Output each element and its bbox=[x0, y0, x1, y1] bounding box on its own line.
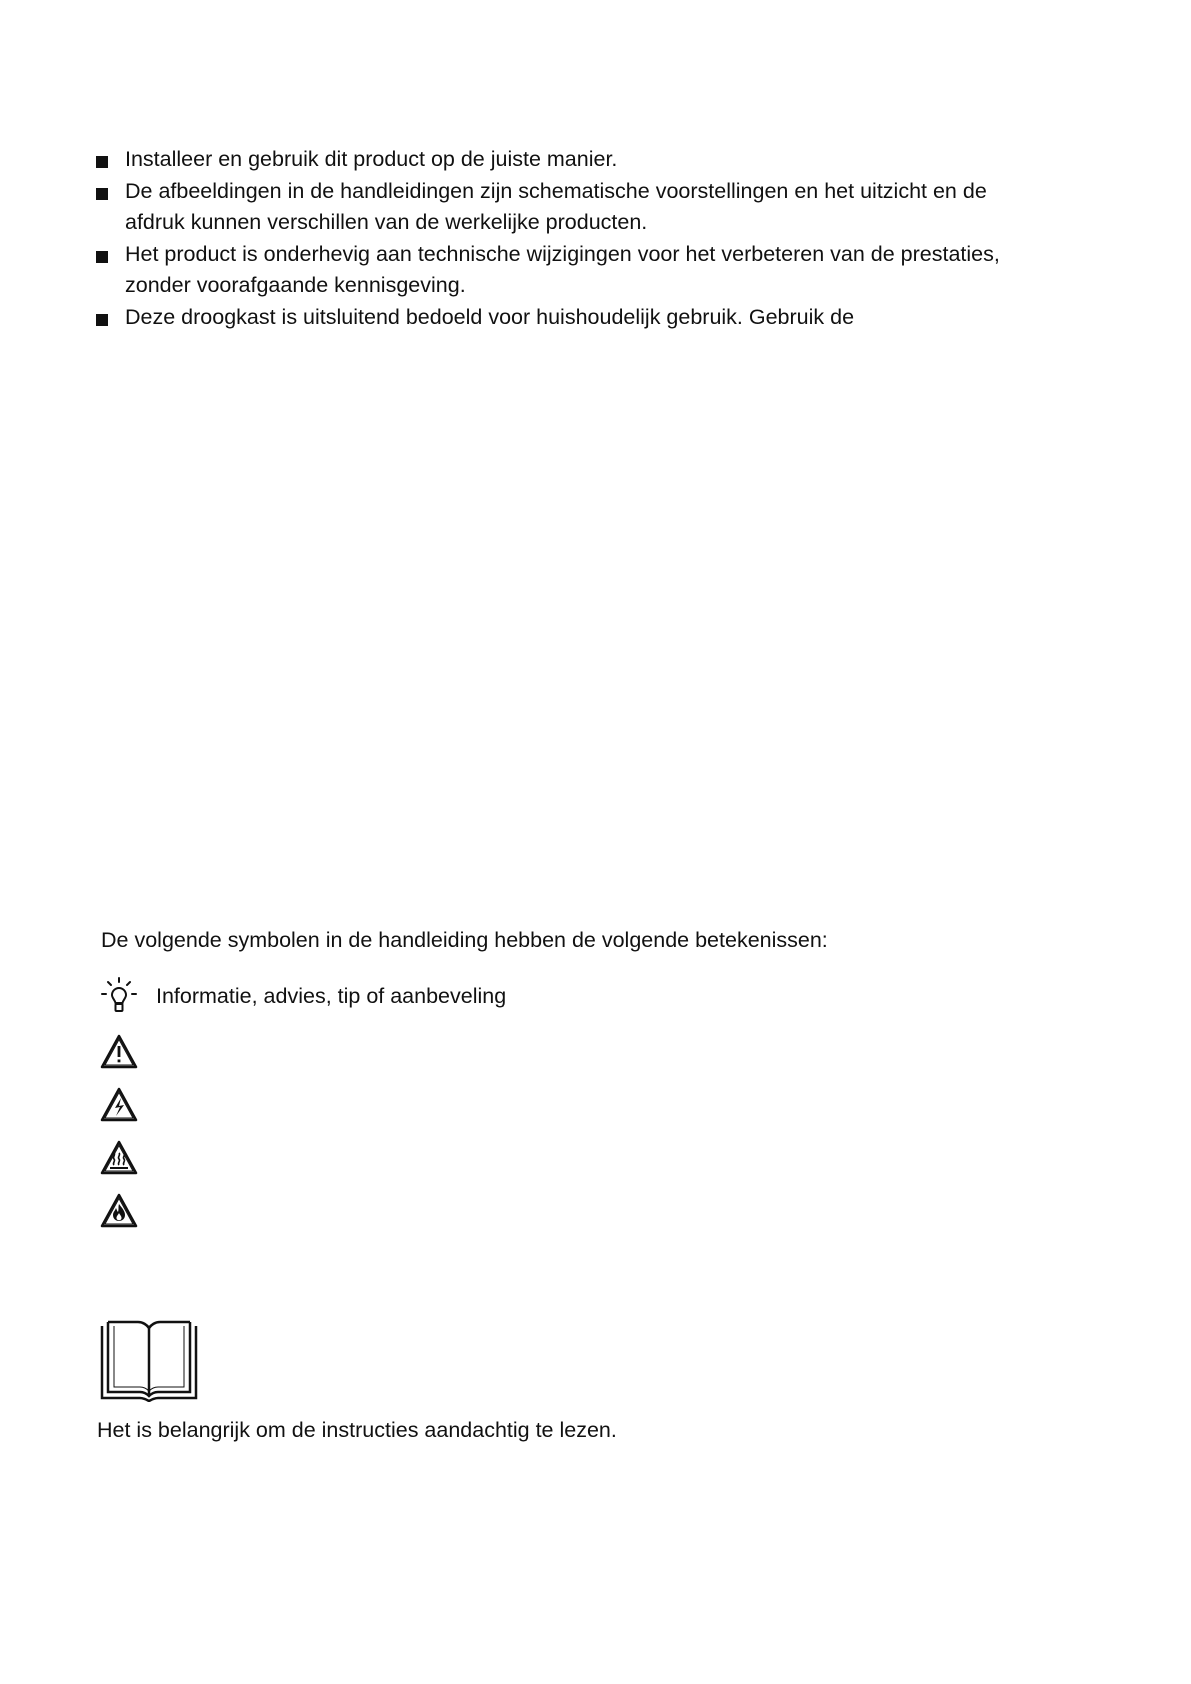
list-item bbox=[96, 239, 1036, 302]
fire-warning-icon bbox=[99, 1191, 139, 1231]
bullet-square-icon bbox=[96, 156, 108, 168]
bullet-text: Installeer en gebruik dit product op de juiste manier. bbox=[125, 147, 618, 171]
list-item bbox=[96, 302, 1036, 334]
bullet-text: Deze droogkast is uitsluitend bedoeld voor huishoudelijk gebruik. Gebruik de bbox=[125, 304, 855, 329]
lightbulb-icon bbox=[99, 976, 139, 1016]
electric-shock-warning-icon bbox=[99, 1085, 139, 1125]
lightbulb-label: Informatie, advies, tip of aanbeveling bbox=[156, 984, 507, 1008]
read-instructions-text: Het is belangrijk om de instructies aandachtig te lezen. bbox=[97, 1418, 617, 1442]
bullet-text: Het product is onderhevig aan technische wijzigingen voor het verbeteren van de prestaties, zonder voorafgaande kennisgeving. bbox=[125, 241, 1000, 297]
bullet-square-icon bbox=[96, 314, 108, 326]
hot-surface-warning-icon bbox=[99, 1138, 139, 1178]
list-item bbox=[96, 144, 1036, 176]
bullet-text: De afbeeldingen in de handleidingen zijn schematische voorstellingen en het uitzicht en de afdruk kunnen verschillen van de werkelijke producten. bbox=[125, 178, 987, 234]
bullet-list bbox=[96, 144, 1036, 333]
bullet-square-icon bbox=[96, 251, 108, 263]
warning-exclamation-icon bbox=[99, 1032, 139, 1072]
bullet-square-icon bbox=[96, 188, 108, 200]
open-book-icon bbox=[100, 1320, 198, 1402]
list-item bbox=[96, 176, 1036, 239]
symbols-intro: De volgende symbolen in de handleiding hebben de volgende betekenissen: bbox=[101, 928, 828, 952]
